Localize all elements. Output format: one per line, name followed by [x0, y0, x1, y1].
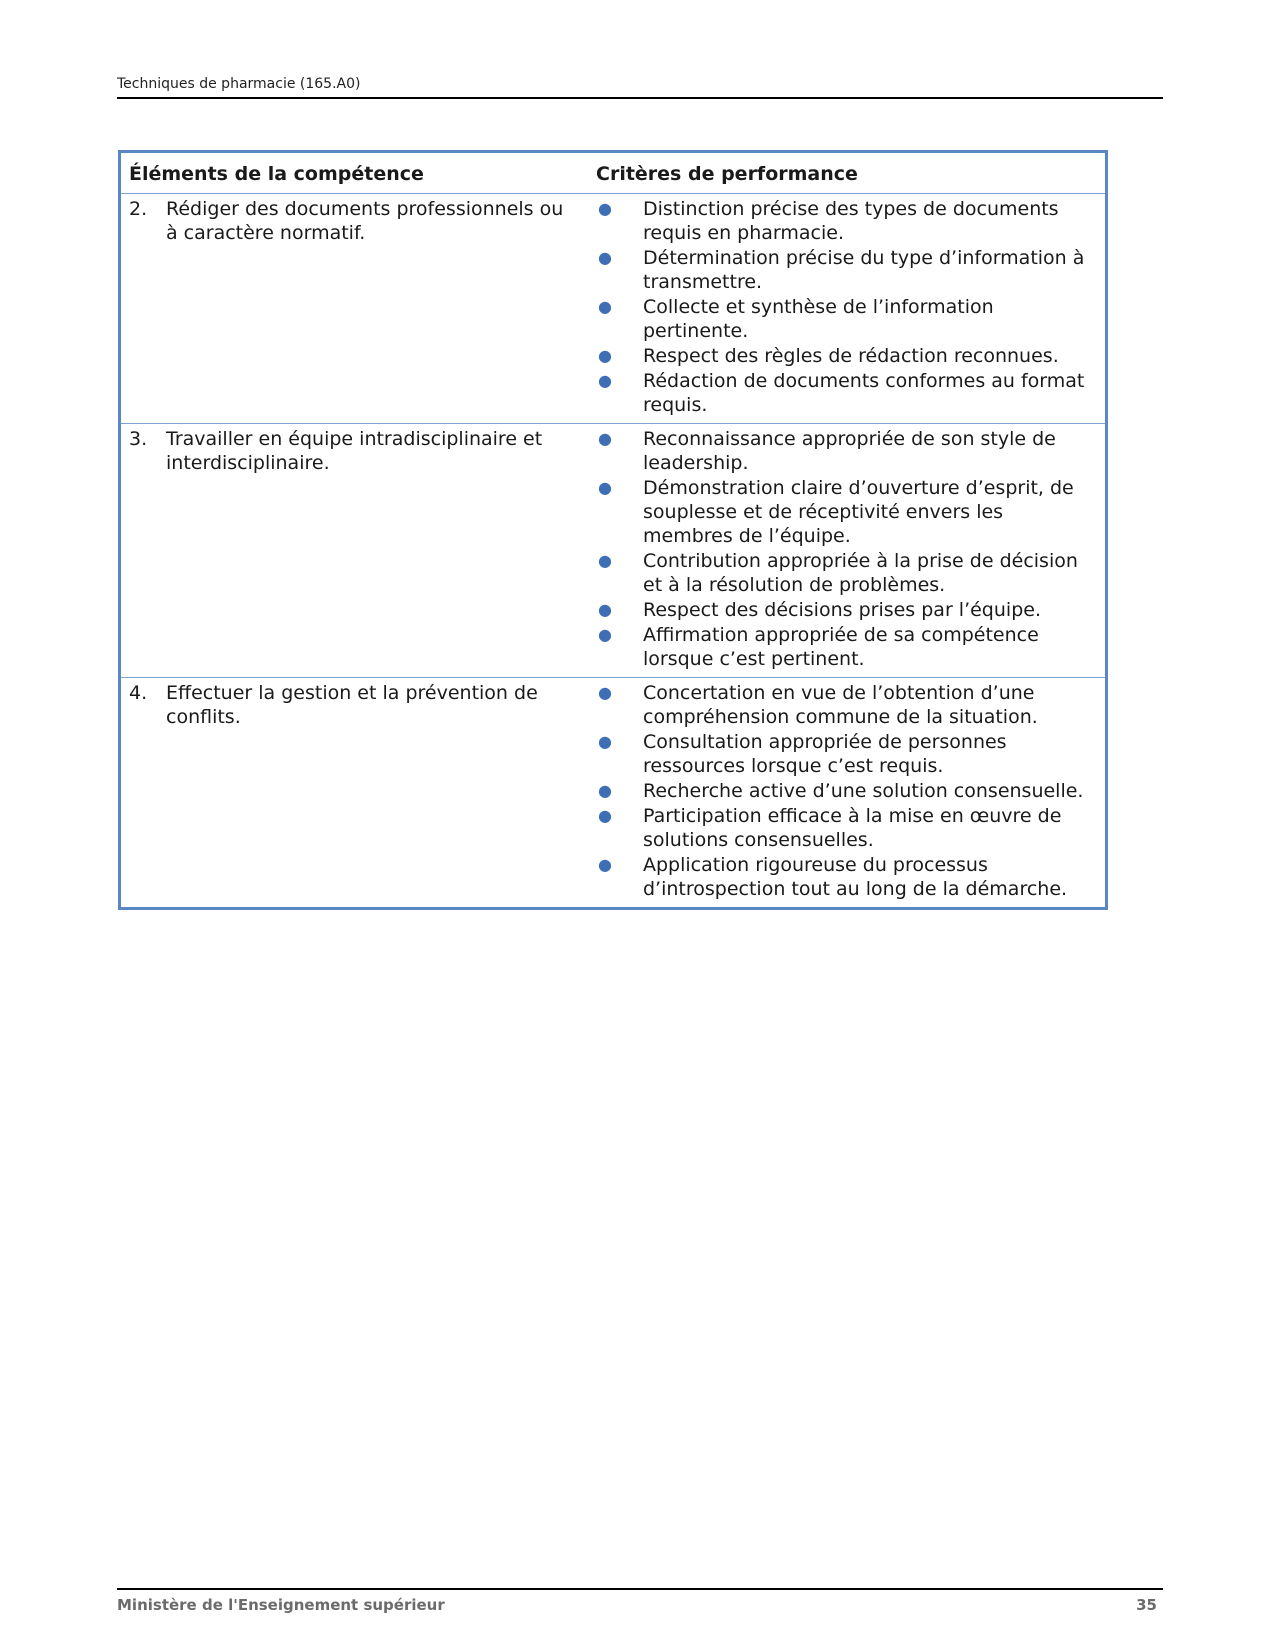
column-header-elements: Éléments de la compétence [121, 153, 588, 194]
criteria-text: Distinction précise des types de documents requis en pharmacie. [643, 198, 1059, 244]
ministry-name: Ministère de l'Enseignement supérieur [117, 1596, 445, 1614]
bullet-icon: ● [598, 806, 612, 825]
criteria-list [596, 197, 1097, 417]
criteria-item [596, 779, 1097, 803]
criteria-text: Contribution appropriée à la prise de décision et à la résolution de problèmes. [643, 550, 1078, 596]
criteria-text: Démonstration claire d’ouverture d’esprit, de souplesse et de réceptivité envers les membres de l’équipe. [643, 477, 1074, 547]
bullet-icon: ● [598, 781, 612, 800]
element-cell [121, 194, 588, 424]
criteria-item [596, 246, 1097, 294]
criteria-item [596, 549, 1097, 597]
table-body [121, 194, 1105, 908]
bullet-icon: ● [598, 855, 612, 874]
criteria-item [596, 730, 1097, 778]
bullet-icon: ● [598, 371, 612, 390]
bullet-icon: ● [598, 551, 612, 570]
column-header-criteria: Critères de performance [588, 153, 1105, 194]
table-header-row [121, 153, 1105, 194]
criteria-text: Recherche active d’une solution consensuelle. [643, 780, 1084, 802]
criteria-item [596, 427, 1097, 475]
criteria-list [596, 427, 1097, 671]
element-number: 4. [129, 682, 148, 704]
table-row [121, 424, 1105, 678]
criteria-text: Rédaction de documents conformes au format requis. [643, 370, 1085, 416]
criteria-cell [588, 424, 1105, 678]
table-row [121, 194, 1105, 424]
criteria-text: Respect des décisions prises par l’équipe. [643, 599, 1041, 621]
criteria-item [596, 623, 1097, 671]
criteria-text: Concertation en vue de l’obtention d’une compréhension commune de la situation. [643, 682, 1038, 728]
bullet-icon: ● [598, 683, 612, 702]
criteria-list [596, 681, 1097, 901]
competence-table [118, 150, 1108, 910]
criteria-item [596, 295, 1097, 343]
bullet-icon: ● [598, 346, 612, 365]
criteria-text: Détermination précise du type d’information à transmettre. [643, 247, 1085, 293]
criteria-text: Participation efficace à la mise en œuvre de solutions consensuelles. [643, 805, 1062, 851]
criteria-item [596, 344, 1097, 368]
criteria-item [596, 681, 1097, 729]
element-number: 3. [129, 428, 148, 450]
bullet-icon: ● [598, 600, 612, 619]
table-row [121, 678, 1105, 908]
bullet-icon: ● [598, 199, 612, 218]
element-text: Rédiger des documents professionnels ou à caractère normatif. [166, 198, 564, 244]
criteria-text: Application rigoureuse du processus d’introspection tout au long de la démarche. [643, 854, 1068, 900]
page-number: 35 [1136, 1596, 1157, 1614]
criteria-text: Consultation appropriée de personnes ressources lorsque c’est requis. [643, 731, 1007, 777]
criteria-text: Respect des règles de rédaction reconnues. [643, 345, 1059, 367]
bullet-icon: ● [598, 297, 612, 316]
page-footer [117, 1588, 1163, 1614]
document-title: Techniques de pharmacie (165.A0) [117, 76, 361, 92]
bullet-icon: ● [598, 625, 612, 644]
page-header [117, 76, 1163, 99]
criteria-cell [588, 194, 1105, 424]
criteria-item [596, 853, 1097, 901]
bullet-icon: ● [598, 732, 612, 751]
criteria-item [596, 369, 1097, 417]
element-number: 2. [129, 198, 148, 220]
bullet-icon: ● [598, 478, 612, 497]
criteria-item [596, 804, 1097, 852]
criteria-text: Reconnaissance appropriée de son style de leadership. [643, 428, 1056, 474]
element-cell [121, 424, 588, 678]
element-text: Travailler en équipe intradisciplinaire et interdisciplinaire. [166, 428, 543, 474]
criteria-item [596, 197, 1097, 245]
criteria-cell [588, 678, 1105, 908]
criteria-text: Affirmation appropriée de sa compétence lorsque c’est pertinent. [643, 624, 1039, 670]
element-text: Effectuer la gestion et la prévention de conflits. [166, 682, 538, 728]
criteria-text: Collecte et synthèse de l’information pertinente. [643, 296, 994, 342]
bullet-icon: ● [598, 248, 612, 267]
criteria-item [596, 598, 1097, 622]
bullet-icon: ● [598, 429, 612, 448]
element-cell [121, 678, 588, 908]
criteria-item [596, 476, 1097, 548]
